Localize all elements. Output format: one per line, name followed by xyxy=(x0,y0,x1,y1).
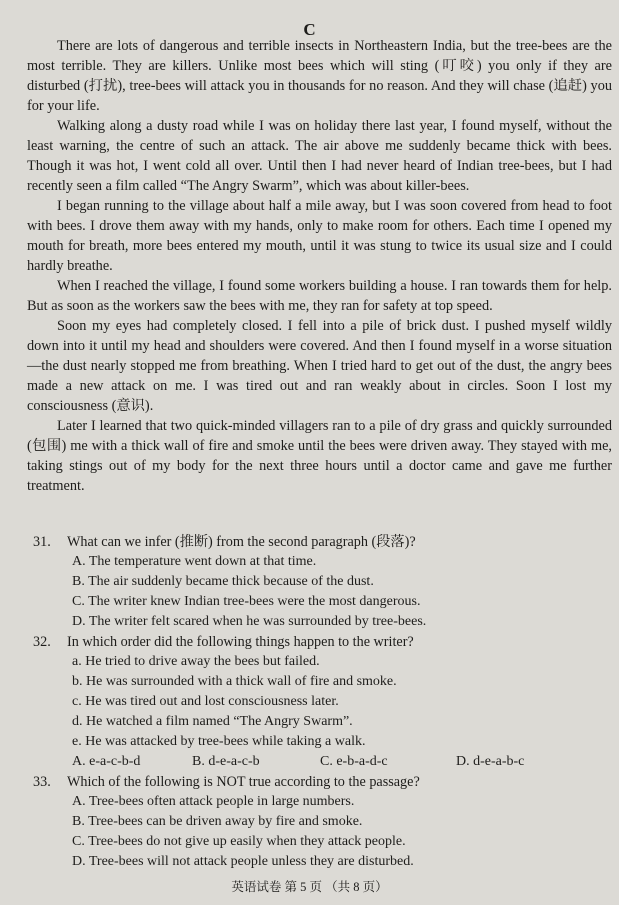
section-title: C xyxy=(303,20,316,39)
question-stem: What can we infer (推断) from the second paragraph (段落)? xyxy=(67,534,416,550)
option-b: B. Tree-bees can be driven away by fire and smoke. xyxy=(72,814,363,829)
question-stem: Which of the following is NOT true according to the passage? xyxy=(67,774,420,790)
option-c: C. The writer knew Indian tree-bees were the most dangerous. xyxy=(72,594,421,609)
event-a: a. He tried to drive away the bees but failed. xyxy=(72,654,320,669)
question-number: 33. xyxy=(33,774,51,790)
option-a: A. The temperature went down at that time. xyxy=(72,554,317,569)
reading-passage xyxy=(27,36,612,496)
question-number: 32. xyxy=(33,634,51,650)
question-number: 31. xyxy=(33,534,51,550)
option-d: D. The writer felt scared when he was surrounded by tree-bees. xyxy=(72,614,427,629)
choice-row xyxy=(33,752,593,772)
choice-d: D. d-e-a-b-c xyxy=(456,754,525,769)
event-e: e. He was attacked by tree-bees while taking a walk. xyxy=(72,734,366,749)
paragraph-6: Later I learned that two quick-minded villagers ran to a pile of dry grass and quickly surrounded (包围) me with a thick wall of fire and smoke until the bees were driven away. They stayed with me, taking stings out of my body for the next three hours until a doctor came and gave me further treatment. xyxy=(27,418,612,494)
question-stem: In which order did the following things happen to the writer? xyxy=(67,634,414,650)
paragraph-5: Soon my eyes had completely closed. I fell into a pile of brick dust. I pushed myself wildly down into it until my head and shoulders were covered. And then I found myself in a worse situation—the dust nearly stopped me from breathing. When I tried hard to get out of the dust, the angry bees made a new attack on me. I was tired out and ran weakly about in circles. Soon I lost my consciousness (意识). xyxy=(27,318,612,414)
question-33 xyxy=(33,772,593,872)
paragraph-4: When I reached the village, I found some workers building a house. I ran towards them for help. But as soon as the workers saw the bees with me, they ran for safety at top speed. xyxy=(27,278,612,314)
paragraph-2: Walking along a dusty road while I was on holiday there last year, I found myself, without the least warning, the centre of such an attack. The air above me suddenly became thick with bees. Though it was hot, I went cold all over. Until then I had never heard of Indian tree-bees, but I had recently seen a film called “The Angry Swarm”, which was about killer-bees. xyxy=(27,118,612,194)
event-c: c. He was tired out and lost consciousness later. xyxy=(72,694,339,709)
paragraph-3: I began running to the village about half a mile away, but I was soon covered from head to foot with bees. I drove them away with my hands, only to make room for others. Each time I opened my mouth for breath, more bees entered my mouth, until it was stung to twice its usual size and I could hardly breathe. xyxy=(27,198,612,274)
paragraph-1: There are lots of dangerous and terrible insects in Northeastern India, but the tree-bees are the most terrible. They are killers. Unlike most bees which will sting (叮咬) you only if they are disturbed (打扰), tree-bees will attack you in thousands for no reason. And they will chase (追赶) you for your life. xyxy=(27,38,612,114)
option-a: A. Tree-bees often attack people in large numbers. xyxy=(72,794,355,809)
choice-b: B. d-e-a-c-b xyxy=(192,754,260,769)
question-list xyxy=(33,532,593,872)
event-d: d. He watched a film named “The Angry Swarm”. xyxy=(72,714,353,729)
page-footer: 英语试卷 第 5 页 （共 8 页） xyxy=(231,880,388,894)
option-d: D. Tree-bees will not attack people unless they are disturbed. xyxy=(72,854,414,869)
choice-a: A. e-a-c-b-d xyxy=(72,754,141,769)
choice-c: C. e-b-a-d-c xyxy=(320,754,388,769)
option-c: C. Tree-bees do not give up easily when they attack people. xyxy=(72,834,406,849)
event-b: b. He was surrounded with a thick wall of fire and smoke. xyxy=(72,674,397,689)
option-b: B. The air suddenly became thick because of the dust. xyxy=(72,574,374,589)
question-31 xyxy=(33,532,593,632)
question-32 xyxy=(33,632,593,772)
